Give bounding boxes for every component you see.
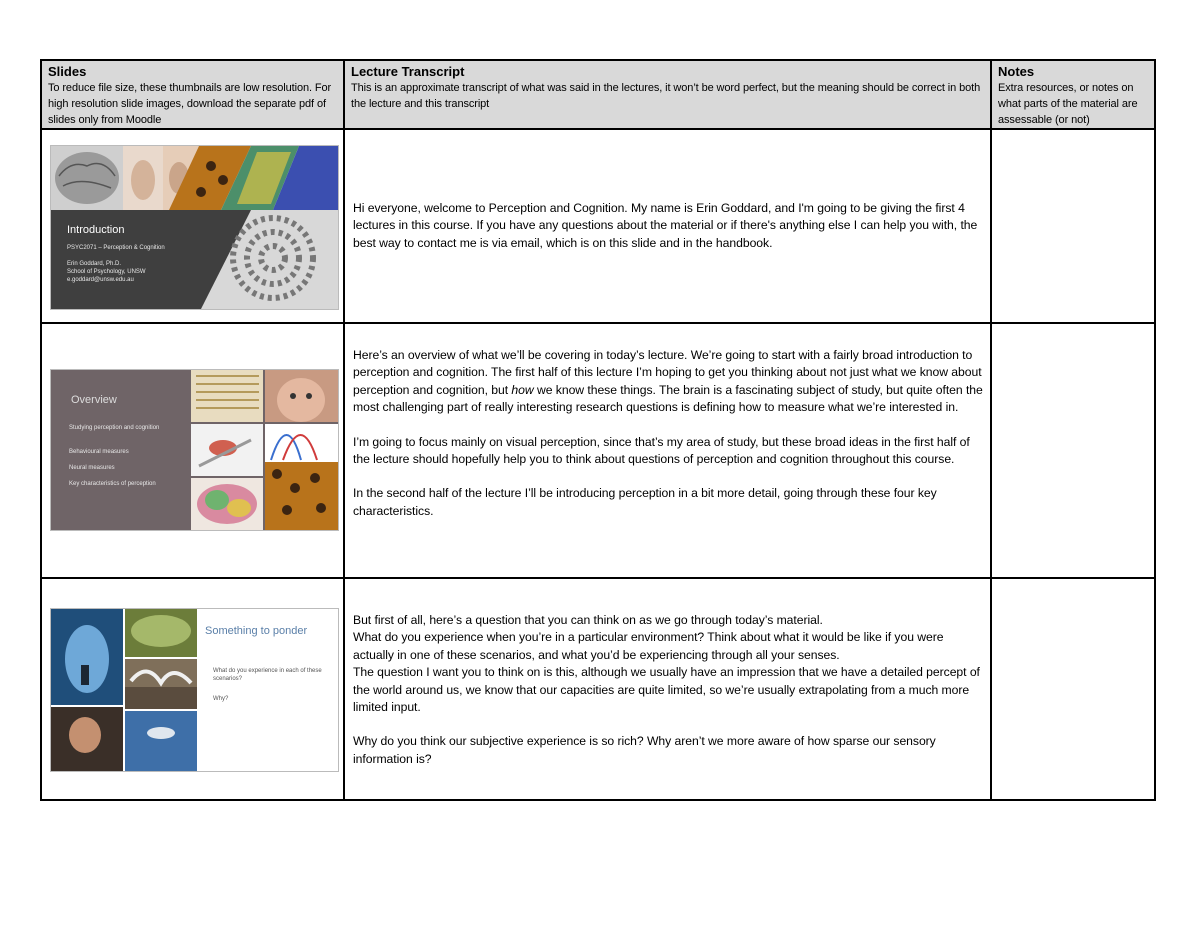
table-row (41, 323, 1155, 578)
slide-bullet: What do you experience in each of these scenarios? (213, 668, 322, 682)
slide-title: Overview (71, 394, 117, 406)
transcript-cell (344, 323, 991, 578)
slide-bullet: Behavioural measures (69, 449, 129, 455)
slides-header (41, 60, 344, 129)
slide-subtitle: PSYC2071 – Perception & Cognition (67, 245, 165, 251)
notes-header-title: Notes (998, 64, 1035, 79)
slide-cell (41, 323, 344, 578)
slide-thumbnail-something-to-ponder (50, 608, 339, 772)
slide-title: Something to ponder (205, 625, 308, 637)
slide-bullet: Studying perception and cognition (69, 425, 160, 431)
transcript-line: Why do you think our subjective experience is so rich? Why aren’t we more aware of how sparse our sensory information is? (353, 734, 936, 766)
slide-bullet: Key characteristics of perception (69, 481, 156, 487)
notes-header (991, 60, 1155, 129)
notes-cell (991, 323, 1155, 578)
slide-thumbnail-introduction (50, 145, 339, 310)
slide-presenter: Erin Goddard, Ph.D. (67, 261, 122, 267)
transcript-line: What do you experience when you’re in a particular environment? Think about what it would be like if you were actually in one of these scenarios, and what you’d be experiencing through all your senses. (353, 630, 944, 662)
transcript-paragraph: I’m going to focus mainly on visual perception, since that’s my area of study, but these broad ideas in the first half of the lecture should hopefully help you to think about questions of perception and cognition throughout this course. (353, 434, 970, 467)
transcript-paragraph (353, 347, 984, 417)
transcript-header-desc: This is an approximate transcript of what was said in the lectures, it won’t be word perfect, but the meaning should be correct in both the lecture and this transcript (351, 82, 981, 110)
slide-cell (41, 578, 344, 800)
slide-bullet: School of Psychology, UNSW (67, 269, 146, 275)
notes-header-desc: Extra resources, or notes on what parts of the material are assessable (or not) (998, 82, 1138, 126)
transcript-header (344, 60, 991, 129)
transcript-text: we know these things. The brain is a fascinating subject of study, but quite often the most challenging part of really interesting research questions is defining how to measure what we’re interested in. (353, 382, 983, 415)
notes-cell (991, 578, 1155, 800)
transcript-paragraph: In the second half of the lecture I’ll be introducing perception in a bit more detail, going through these four key characteristics. (353, 486, 937, 518)
transcript-paragraph: Hi everyone, welcome to Perception and Cognition. My name is Erin Goddard, and I'm going to be giving the first 4 lectures in this course. If you have any questions about the material or if there's anything else I can help you with, the best way to contact me is via email, which is on this slide and in the handbook. (353, 201, 978, 250)
slide-thumbnail-overview (50, 369, 339, 531)
slide-title: Introduction (67, 224, 125, 236)
slides-header-desc: To reduce file size, these thumbnails are low resolution. For high resolution slide images, download the separate pdf of slides only from Moodle (48, 82, 332, 126)
transcript-header-title: Lecture Transcript (351, 64, 465, 79)
notes-cell (991, 129, 1155, 323)
slide-bullet: e.goddard@unsw.edu.au (67, 277, 134, 283)
slide-cell (41, 129, 344, 323)
header-row (41, 60, 1155, 129)
transcript-line: The question I want you to think on is this, although we usually have an impression that we have a detailed percept of the world around us, we know that our capacities are quite limited, so we’re usually extrapolating from a much more limited input. (353, 665, 980, 715)
transcript-text: Here’s an overview of what we’ll be covering in today’s lecture. We’re going to start with a fairly broad introduction to perception and cognition. The first half of this lecture I’m hoping to get you thinking about not just what we know about perception and cognition, but (353, 348, 982, 397)
lecture-table (40, 59, 1156, 801)
transcript-cell (344, 578, 991, 800)
slide-bullet: Neural measures (69, 465, 115, 471)
transcript-line: But first of all, here’s a question that you can think on as we go through today’s material. (353, 613, 823, 627)
slide-bullet: Why? (213, 696, 229, 702)
transcript-cell (344, 129, 991, 323)
table-row (41, 129, 1155, 323)
transcript-emphasis: how (511, 382, 534, 397)
table-row (41, 578, 1155, 800)
slides-header-title: Slides (48, 64, 87, 79)
